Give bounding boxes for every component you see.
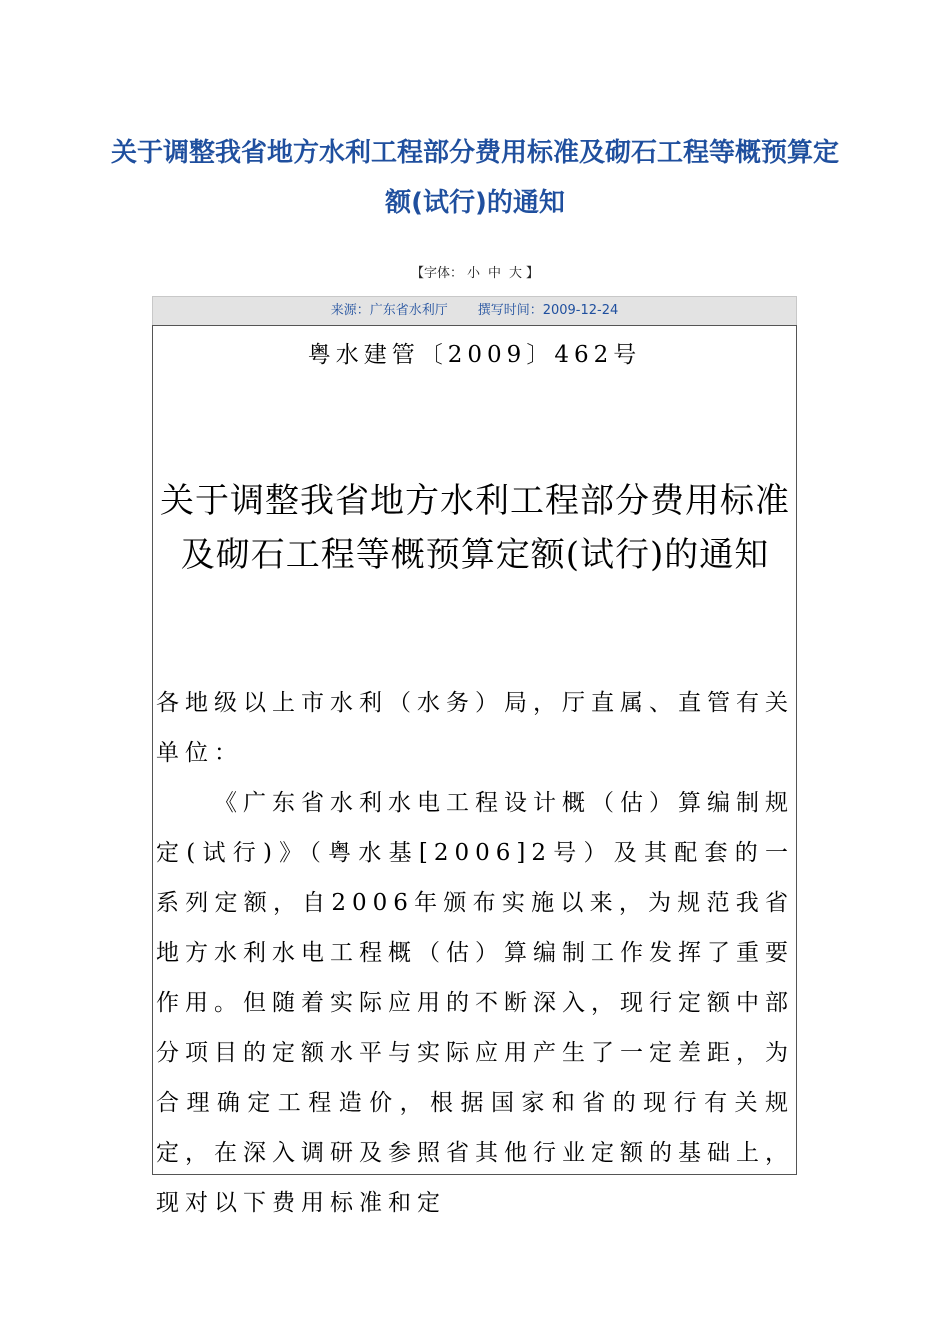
font-size-small-link[interactable]: 小 (466, 266, 480, 281)
font-size-suffix: 】 (526, 266, 540, 281)
document-title: 关于调整我省地方水利工程部分费用标准及砌石工程等概预算定额(试行)的通知 (160, 481, 790, 575)
document-body (152, 325, 797, 1216)
document-paragraph: 《广东省水利水电工程设计概（估）算编制规定(试行)》（粤水基[2006]2号）及其配套的一系列定额，自2006年颁布实施以来，为规范我省地方水利水电工程概（估）算编制工作发挥了重要作用。但随着实际应用的不断深入，现行定额中部分项目的定额水平与实际应用产生了一定差距，为合理确定工程造价，根据国家和省的现行有关规定，在深入调研及参照省其他行业定额的基础上，现对以下费用标准和定 (156, 790, 794, 1216)
font-size-large-link[interactable]: 大 (509, 266, 523, 281)
font-size-prefix: 【字体： (410, 266, 463, 281)
page-title: 关于调整我省地方水利工程部分费用标准及砌石工程等概预算定额(试行)的通知 (110, 138, 839, 218)
font-size-selector (0, 262, 950, 281)
date-label: 撰写时间：2009-12-24 (477, 303, 619, 318)
source-label: 来源：广东省水利厅 (330, 303, 448, 318)
document-number: 粤水建管〔2009〕462号 (307, 342, 642, 368)
source-info-bar (152, 296, 797, 326)
font-size-medium-link[interactable]: 中 (487, 266, 501, 281)
document-addressee: 各地级以上市水利（水务）局，厅直属、直管有关单位： (156, 690, 794, 766)
